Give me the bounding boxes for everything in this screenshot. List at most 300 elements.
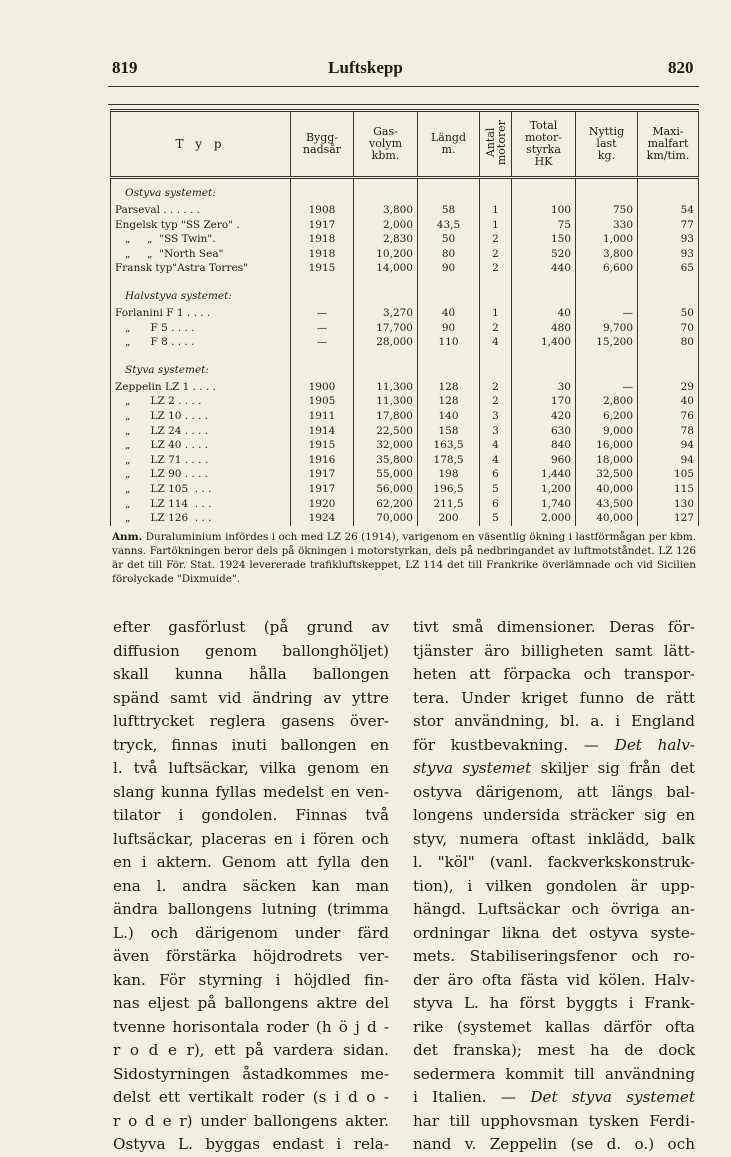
text-segment: delst ett vertikalt roder (s i d o - [113, 1088, 389, 1106]
table-row [111, 203, 699, 218]
table-cell: 750 [576, 203, 638, 218]
table-cell: 1,740 [512, 497, 576, 512]
table-cell: 16,000 [576, 438, 638, 453]
table-cell: 10,200 [354, 247, 418, 262]
page-title: Luftskepp [328, 58, 403, 77]
table-cell: „ LZ 24 . . . . [111, 424, 291, 439]
text-segment: tilator i gondolen. Finnas två [113, 806, 389, 824]
table-cell: 2,830 [354, 232, 418, 247]
table-cell: 1915 [291, 438, 354, 453]
section-row [111, 178, 699, 204]
table-cell: Fransk typ"Astra Torres" [111, 261, 291, 276]
table-cell: 211,5 [418, 497, 480, 512]
text-segment: L.) och därigenom under färd [113, 923, 389, 942]
text-line [413, 757, 695, 781]
table-cell: 1924 [291, 511, 354, 526]
table-cell: 110 [418, 335, 480, 350]
table-cell: 40,000 [576, 482, 638, 497]
table-cell: 15,200 [576, 335, 638, 350]
table-cell: 1917 [291, 467, 354, 482]
table-cell: 2,000 [354, 218, 418, 233]
table-cell: 54 [638, 203, 699, 218]
table-cell: 3 [480, 409, 512, 424]
table-cell: „ F 5 . . . . [111, 321, 291, 336]
table-cell: „ LZ 105 . . . [111, 482, 291, 497]
table-cell: 22,500 [354, 424, 418, 439]
table-cell: „ „ "SS Twin". [111, 232, 291, 247]
table-cell: 40 [638, 394, 699, 409]
table-row [111, 438, 699, 453]
table-cell: 3,800 [576, 247, 638, 262]
table-cell: — [291, 306, 354, 321]
table-cell: 77 [638, 218, 699, 233]
column-header [576, 111, 638, 178]
table-cell: 28,000 [354, 335, 418, 350]
table-row [111, 467, 699, 482]
table-cell: 2.000 [512, 511, 576, 526]
table-cell: Zeppelin LZ 1 . . . . [111, 380, 291, 395]
table-cell: 1916 [291, 453, 354, 468]
table-cell: 127 [638, 511, 699, 526]
table-cell: 1 [480, 306, 512, 321]
table-cell: 40,000 [576, 511, 638, 526]
table-cell [638, 350, 699, 380]
table-row [111, 380, 699, 395]
table-cell: 18,000 [576, 453, 638, 468]
table-row [111, 306, 699, 321]
text-segment: mets. Stabiliseringsfenor och ro- [413, 947, 695, 965]
table-cell: 960 [512, 453, 576, 468]
table-cell: 94 [638, 438, 699, 453]
table-cell: 32,000 [354, 438, 418, 453]
text-segment: rike (systemet kallas därför ofta [413, 1017, 695, 1036]
table-cell: 3,270 [354, 306, 418, 321]
table-cell: 1900 [291, 380, 354, 395]
text-segment: r o d e r) under ballongens akter. [113, 1111, 389, 1130]
table-cell: — [576, 380, 638, 395]
table-cell: „ „ "North Sea" [111, 247, 291, 262]
text-line [413, 710, 695, 734]
body-column-left [113, 616, 389, 1157]
column-header-label: Gas- volym kbm. [369, 125, 402, 162]
column-header-label: Maxi- malfart km/tim. [646, 125, 690, 162]
body-column-right [413, 616, 695, 1157]
table-cell [512, 276, 576, 306]
table-cell: 1915 [291, 261, 354, 276]
text-line [113, 757, 389, 781]
table-cell: 5 [480, 482, 512, 497]
table-cell: 630 [512, 424, 576, 439]
table-cell: 6 [480, 497, 512, 512]
table-cell: 128 [418, 394, 480, 409]
column-header-label: Bygg- nadsår [302, 131, 342, 156]
text-line [413, 992, 695, 1016]
table-cell: 78 [638, 424, 699, 439]
table-cell [480, 350, 512, 380]
table-cell: 178,5 [418, 453, 480, 468]
column-header [418, 111, 480, 178]
text-segment: r o d e r), ett på vardera sidan. [113, 1041, 389, 1059]
table-cell: 3,800 [354, 203, 418, 218]
text-line [113, 945, 389, 969]
text-segment: tera. Under kriget funno de rätt [413, 688, 695, 707]
text-segment: tivt små dimensioner. Deras för- [413, 618, 695, 636]
table-cell: 2 [480, 261, 512, 276]
table-cell: 93 [638, 232, 699, 247]
table-cell: 330 [576, 218, 638, 233]
text-line [113, 1086, 389, 1110]
table-cell: 520 [512, 247, 576, 262]
table-cell: 2 [480, 247, 512, 262]
page-number-right: 820 [668, 58, 694, 77]
section-title: Halvstyva systemet: [111, 276, 291, 306]
text-line [413, 875, 695, 899]
table-cell: 840 [512, 438, 576, 453]
text-segment: lufttrycket reglera gasens över- [113, 712, 389, 730]
table-cell [576, 350, 638, 380]
text-line [413, 663, 695, 687]
table-cell: 1911 [291, 409, 354, 424]
text-segment: styva L. ha först byggts i Frank- [413, 994, 695, 1012]
table-cell: „ LZ 71 . . . . [111, 453, 291, 468]
text-line [413, 1063, 695, 1087]
text-segment: luftsäckar, placeras en i fören och [113, 829, 389, 848]
table-cell: 4 [480, 335, 512, 350]
text-line [113, 663, 389, 687]
table-cell: 2 [480, 394, 512, 409]
table-cell: 5 [480, 511, 512, 526]
table-cell: 11,300 [354, 380, 418, 395]
table-cell: 6 [480, 467, 512, 482]
table-cell: 158 [418, 424, 480, 439]
table-cell: 130 [638, 497, 699, 512]
table-cell: 32,500 [576, 467, 638, 482]
table-cell [291, 350, 354, 380]
table-cell: 94 [638, 453, 699, 468]
table-cell: 1918 [291, 247, 354, 262]
table-cell [480, 276, 512, 306]
text-line [413, 945, 695, 969]
text-line [113, 992, 389, 1016]
text-segment: ena l. andra säcken kan man [113, 876, 389, 895]
column-header-label: T y p [175, 137, 226, 151]
column-header [354, 111, 418, 178]
table-row [111, 497, 699, 512]
table-cell [354, 178, 418, 204]
text-line [113, 1133, 389, 1157]
table-cell: 80 [638, 335, 699, 350]
table-row [111, 511, 699, 526]
text-line [413, 781, 695, 805]
table-cell: 170 [512, 394, 576, 409]
table-cell: 115 [638, 482, 699, 497]
table-row [111, 218, 699, 233]
table-cell [638, 178, 699, 204]
text-line [113, 1063, 389, 1087]
text-segment: hängd. Luftsäckar och övriga an- [413, 900, 695, 918]
table-cell: — [291, 321, 354, 336]
table-cell: 6,600 [576, 261, 638, 276]
text-line [413, 804, 695, 828]
table-cell: 40 [512, 306, 576, 321]
text-line [413, 1086, 695, 1110]
table-cell: 1917 [291, 482, 354, 497]
text-segment: Sidostyrningen åstadkommes me- [113, 1064, 389, 1083]
text-line [113, 875, 389, 899]
table-cell: „ LZ 126 . . . [111, 511, 291, 526]
text-segment: der äro ofta fästa vid kölen. Halv- [413, 970, 695, 989]
text-line [413, 828, 695, 852]
section-title: Ostyva systemet: [111, 178, 291, 204]
column-header-label: Antal motorer [483, 119, 508, 166]
table-cell: 43,500 [576, 497, 638, 512]
table-cell: 1,400 [512, 335, 576, 350]
table-cell: 2 [480, 232, 512, 247]
section-title: Styva systemet: [111, 350, 291, 380]
text-line [413, 851, 695, 875]
text-segment: sedermera kommit till användning [413, 1064, 695, 1083]
text-segment: heten att förpacka och transpor- [413, 665, 695, 683]
table-cell: „ LZ 90 . . . . [111, 467, 291, 482]
table-cell: 17,700 [354, 321, 418, 336]
table-cell [354, 276, 418, 306]
text-segment: för kustbevakning. — [413, 735, 615, 754]
table-cell: 420 [512, 409, 576, 424]
text-line [413, 1110, 695, 1134]
text-segment: har till upphovsman tysken Ferdi- [413, 1111, 695, 1130]
table-cell: 3 [480, 424, 512, 439]
text-segment: l. "köl" (vanl. fackverkskonstruk- [413, 853, 695, 871]
table-cell: 1908 [291, 203, 354, 218]
column-header-label: Total motor- styrka HK [524, 119, 563, 168]
table-cell: 75 [512, 218, 576, 233]
table-cell [512, 178, 576, 204]
text-line [113, 1016, 389, 1040]
table-cell: 14,000 [354, 261, 418, 276]
text-segment: skall kunna hålla ballongen [113, 665, 389, 683]
table-cell: 140 [418, 409, 480, 424]
text-segment: longens undersida sträcker sig en [413, 806, 695, 824]
table-cell: 93 [638, 247, 699, 262]
text-line [113, 851, 389, 875]
text-line [113, 828, 389, 852]
table-cell: 150 [512, 232, 576, 247]
text-segment: slang kunna fyllas medelst en ven- [113, 782, 389, 801]
text-line [113, 804, 389, 828]
text-segment: kan. För styrning i höjdled fin- [113, 970, 389, 989]
table-header-row [111, 111, 699, 178]
table-row [111, 261, 699, 276]
column-header-label: Nyttig last kg. [588, 125, 625, 162]
table-cell: Forlanini F 1 . . . . [111, 306, 291, 321]
table-cell: „ LZ 114 . . . [111, 497, 291, 512]
table-cell: 163,5 [418, 438, 480, 453]
table-cell: 9,700 [576, 321, 638, 336]
text-segment: diffusion genom ballonghöljet) [113, 641, 389, 660]
column-header [480, 111, 512, 178]
table-row [111, 394, 699, 409]
table-cell: 76 [638, 409, 699, 424]
text-line [413, 734, 695, 758]
table-cell: 1 [480, 218, 512, 233]
table-cell: 2 [480, 321, 512, 336]
table-cell: 29 [638, 380, 699, 395]
table-cell [638, 276, 699, 306]
table-cell: 198 [418, 467, 480, 482]
table-cell: 35,800 [354, 453, 418, 468]
italic-text: Det styva systemet [530, 1088, 695, 1106]
table-row [111, 335, 699, 350]
text-segment: en i aktern. Genom att fylla den [113, 853, 389, 871]
column-header [512, 111, 576, 178]
table-cell: 70,000 [354, 511, 418, 526]
table-row [111, 409, 699, 424]
table-cell: „ LZ 40 . . . . [111, 438, 291, 453]
table-cell: 2,800 [576, 394, 638, 409]
text-segment: tryck, finnas inuti ballongen en [113, 735, 389, 754]
text-segment: nas eljest på ballongens aktre del [113, 994, 389, 1012]
table-cell: 70 [638, 321, 699, 336]
airship-table [110, 109, 699, 526]
text-line [413, 616, 695, 640]
text-line [113, 898, 389, 922]
table-row [111, 453, 699, 468]
text-segment: Ostyva L. byggas endast i rela- [113, 1135, 389, 1153]
section-row [111, 276, 699, 306]
table-row [111, 247, 699, 262]
table-cell: 1,440 [512, 467, 576, 482]
table-cell [291, 276, 354, 306]
text-line [113, 1110, 389, 1134]
table-cell [418, 350, 480, 380]
table-cell: 1,200 [512, 482, 576, 497]
table-cell: 105 [638, 467, 699, 482]
table-cell: 17,800 [354, 409, 418, 424]
text-segment: tvenne horisontala roder (h ö j d - [113, 1017, 389, 1036]
table-cell: 1 [480, 203, 512, 218]
table-cell: 100 [512, 203, 576, 218]
table-cell: 440 [512, 261, 576, 276]
table-cell: 1917 [291, 218, 354, 233]
table-cell [418, 276, 480, 306]
table-top-rule [108, 104, 699, 105]
header-rule [108, 86, 699, 87]
text-line [113, 616, 389, 640]
table-cell: 50 [638, 306, 699, 321]
text-line [413, 1133, 695, 1157]
table-cell: 90 [418, 321, 480, 336]
table-cell: 1920 [291, 497, 354, 512]
note-label: Anm. [112, 531, 143, 543]
table-cell [291, 178, 354, 204]
text-segment: stor användning, bl. a. i England [413, 712, 695, 730]
text-line [113, 781, 389, 805]
italic-text: styva systemet [413, 759, 532, 777]
column-header-label: Längd m. [430, 131, 467, 156]
table-cell: 43,5 [418, 218, 480, 233]
section-row [111, 350, 699, 380]
table-cell: 56,000 [354, 482, 418, 497]
text-segment: l. två luftsäckar, vilka genom en [113, 759, 389, 777]
note-text: Duraluminium infördes i och med LZ 26 (1914), varigenom en väsentlig ökning i lastförmågan per kbm. vanns. Fartökningen beror dels på ökningen i motorstyrkan, dels på nedbringandet av luftmotståndet. LZ 126 är det till För. Stat. 1924 levererade trafikluftskeppet, LZ 114 det till Frankrike överlämnade och vid Sicilien förolyckade "Dixmuide". [112, 531, 696, 585]
text-segment: spänd samt vid ändring av yttre [113, 688, 389, 707]
text-line [413, 922, 695, 946]
text-segment: tion), i vilken gondolen är upp- [413, 876, 695, 895]
table-cell: 80 [418, 247, 480, 262]
table-cell: Engelsk typ "SS Zero" . [111, 218, 291, 233]
text-line [113, 1039, 389, 1063]
table-cell: — [576, 306, 638, 321]
table-cell: 1914 [291, 424, 354, 439]
table-cell [418, 178, 480, 204]
text-segment: ordningar likna det ostyva syste- [413, 923, 695, 942]
table-cell: Parseval . . . . . . [111, 203, 291, 218]
text-line [113, 687, 389, 711]
text-segment: nand v. Zeppelin (se d. o.) och [413, 1135, 695, 1153]
table-cell: 4 [480, 438, 512, 453]
table-cell: 196,5 [418, 482, 480, 497]
column-header [638, 111, 699, 178]
page-number-left: 819 [112, 58, 138, 77]
text-segment: styv, numera oftast inklädd, balk [413, 829, 695, 848]
table-cell: 62,200 [354, 497, 418, 512]
text-segment: ostyva därigenom, att längs bal- [413, 782, 695, 801]
text-line [413, 640, 695, 664]
table-cell: 40 [418, 306, 480, 321]
text-segment: ändra ballongens lutning (trimma [113, 900, 389, 918]
table-row [111, 232, 699, 247]
table-note [112, 530, 696, 586]
table-cell: 4 [480, 453, 512, 468]
text-line [113, 969, 389, 993]
text-line [413, 969, 695, 993]
table-cell: 1905 [291, 394, 354, 409]
text-segment: även förstärka höjdrodrets ver- [113, 947, 389, 965]
table-cell: 50 [418, 232, 480, 247]
table-cell: 2 [480, 380, 512, 395]
column-header [291, 111, 354, 178]
table-cell: „ F 8 . . . . [111, 335, 291, 350]
table-cell [576, 276, 638, 306]
text-segment: det franska); mest ha de dock [413, 1041, 695, 1059]
table-cell [576, 178, 638, 204]
table-cell: 65 [638, 261, 699, 276]
text-segment: tjänster äro billigheten samt lätt- [413, 641, 695, 660]
italic-text: Det halv- [614, 735, 695, 754]
table-cell: 90 [418, 261, 480, 276]
table-cell: — [291, 335, 354, 350]
text-line [413, 1039, 695, 1063]
text-line [113, 734, 389, 758]
table-cell: 11,300 [354, 394, 418, 409]
table-cell [354, 350, 418, 380]
table-cell: 6,200 [576, 409, 638, 424]
table-cell: „ LZ 2 . . . . [111, 394, 291, 409]
table-row [111, 321, 699, 336]
text-segment: efter gasförlust (på grund av [113, 618, 389, 636]
table-cell: 1,000 [576, 232, 638, 247]
table-cell: 480 [512, 321, 576, 336]
table-cell: 58 [418, 203, 480, 218]
table-cell [512, 350, 576, 380]
table-cell: 200 [418, 511, 480, 526]
table-cell: 55,000 [354, 467, 418, 482]
text-segment: skiljer sig från det [531, 759, 695, 777]
table-row [111, 424, 699, 439]
text-line [113, 710, 389, 734]
table-cell: 30 [512, 380, 576, 395]
text-line [413, 898, 695, 922]
